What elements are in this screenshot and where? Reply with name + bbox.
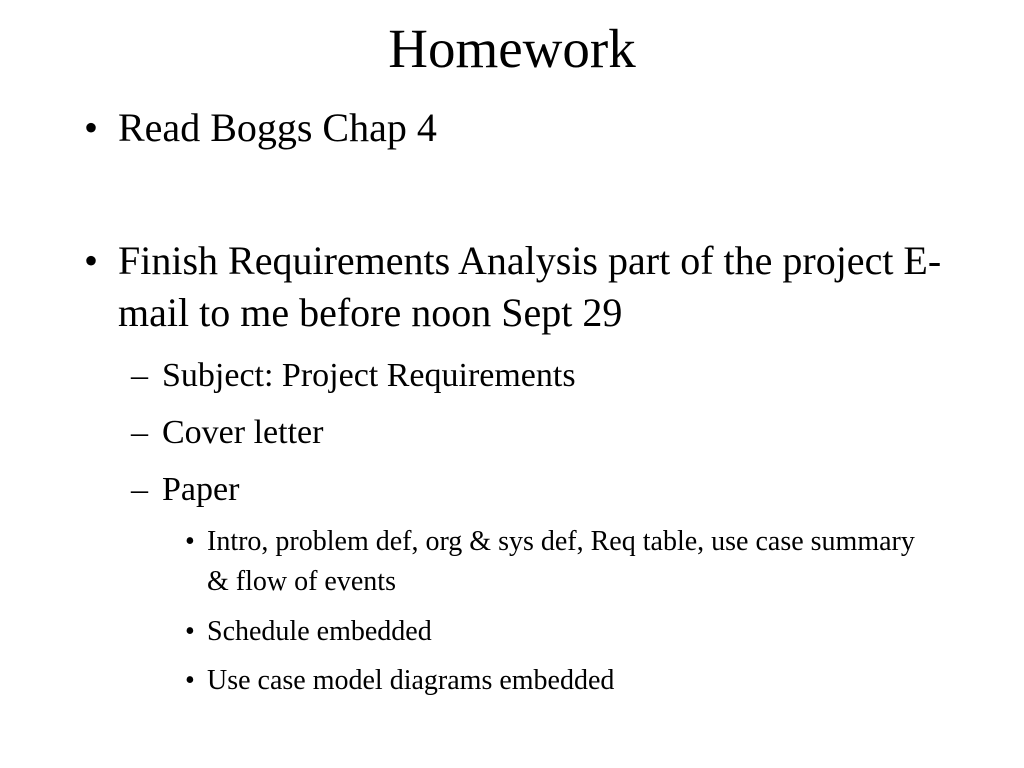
bullet-item (84, 102, 978, 154)
sub-sub-bullet-item (185, 522, 927, 602)
bullet-marker: • (84, 105, 99, 150)
sub-bullet-text: Subject: Project Requirements (162, 357, 576, 394)
bullet-marker: • (185, 665, 195, 696)
bullet-marker: • (185, 526, 195, 557)
sub-bullet-item (131, 411, 962, 455)
dash-marker: – (131, 471, 148, 508)
sub-sub-bullet-text: Intro, problem def, org & sys def, Req table, use case summary & flow of events (207, 526, 915, 597)
bullet-text: Finish Requirements Analysis part of the project E-mail to me before noon Sept 29 (118, 238, 942, 335)
dash-marker: – (131, 357, 148, 394)
sub-bullet-text: Paper (162, 471, 240, 508)
sub-sub-bullet-item (185, 612, 927, 652)
sub-sub-bullet-item (185, 661, 927, 701)
bullet-marker: • (84, 238, 99, 283)
sub-sub-bullet-text: Schedule embedded (207, 616, 432, 647)
bullet-marker: • (185, 616, 195, 647)
bullet-item (84, 235, 978, 339)
sub-bullet-text: Cover letter (162, 414, 324, 451)
bullet-text: Read Boggs Chap 4 (118, 105, 437, 150)
sub-bullet-item (131, 354, 962, 398)
sub-bullet-item (131, 468, 962, 512)
slide-title: Homework (388, 18, 636, 79)
dash-marker: – (131, 414, 148, 451)
sub-sub-bullet-text: Use case model diagrams embedded (207, 665, 615, 696)
